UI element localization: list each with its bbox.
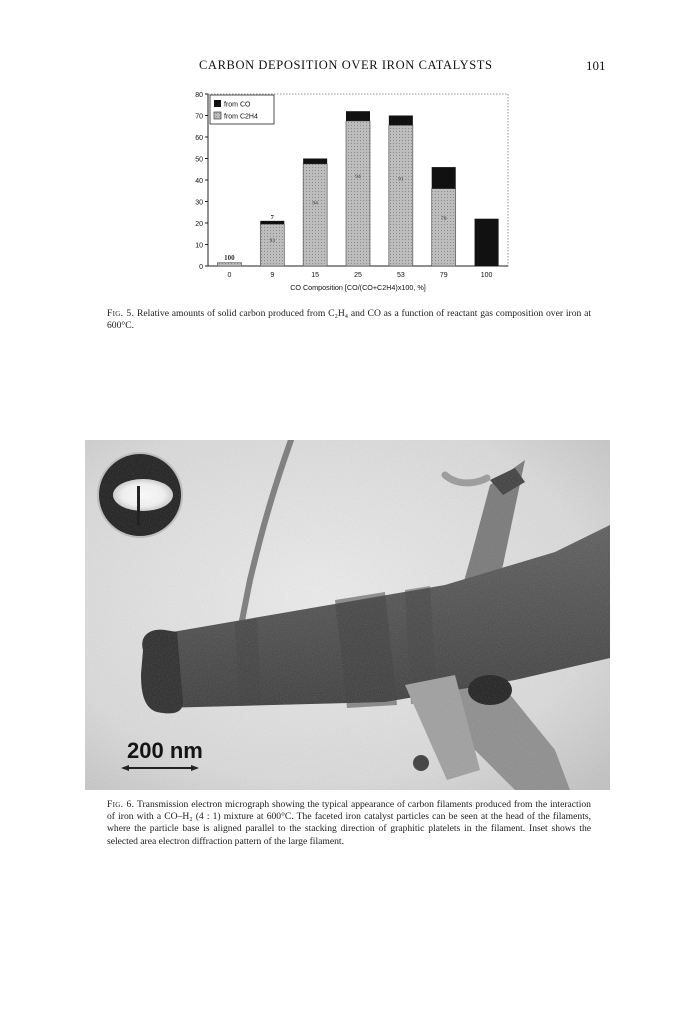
bar-segment-co [346, 111, 370, 121]
x-tick-label: 9 [270, 272, 275, 279]
bar-segment-co [432, 167, 456, 189]
y-tick-label: 50 [195, 156, 203, 164]
bar-segment-c2h4 [389, 125, 413, 266]
running-title: CARBON DEPOSITION OVER IRON CATALYSTS [199, 58, 493, 72]
page-number: 101 [586, 58, 606, 73]
y-tick-label: 30 [195, 199, 203, 207]
figure5-caption-text: Relative amounts of solid carbon produced from C₂H₄ and CO as a function of reactant gas composition over iron at 600°C. [107, 308, 591, 332]
x-tick-label: 0 [227, 272, 232, 279]
figure6-caption [107, 799, 591, 848]
micrograph-image [85, 440, 610, 790]
bar-value-label: 91 [398, 176, 404, 183]
y-tick-label: 20 [195, 221, 203, 228]
figure5-caption [107, 308, 591, 332]
chart-svg [180, 86, 520, 306]
bar-segment-c2h4 [260, 224, 284, 266]
bar-segment-co [389, 116, 413, 126]
bar-segment-co [303, 159, 327, 164]
bar-value-label: 93 [269, 238, 276, 245]
bar-value-label: 100 [224, 253, 235, 262]
y-tick-label: 60 [195, 135, 203, 142]
y-tick-label: 40 [195, 178, 203, 185]
bar-segment-c2h4 [303, 164, 327, 266]
figure6-micrograph [85, 440, 610, 790]
figure5-label: Fig. 5. [107, 308, 135, 319]
y-tick-label: 10 [195, 242, 203, 250]
figure6-label: Fig. 6. [107, 799, 135, 810]
bar-segment-c2h4 [346, 121, 370, 266]
bar-top-label: 7 [270, 213, 274, 221]
legend-swatch-c2h4 [214, 112, 221, 119]
bar-segment-co [475, 219, 499, 266]
figure6-caption-text: Transmission electron micrograph showing the typical appearance of carbon filaments produced from the interaction of iron with a CO–H₂ (4 : 1) mixture at 600°C. The faceted iron catalyst particles can be seen at the head of the filaments, where the particle base is aligned parallel to the stacking direction of graphitic platelets in the filament. Inset shows the selected area electron diffraction pattern of the large filament. [107, 799, 591, 847]
x-axis-label: CO Composition [CO/(CO+C2H4)x100, %] [290, 283, 426, 292]
legend-label: from CO [224, 101, 251, 109]
scale-bar-label: 200 nm [127, 738, 203, 763]
x-tick-label: 79 [439, 272, 448, 279]
legend-swatch-co [214, 100, 221, 107]
y-tick-label: 80 [195, 92, 203, 99]
bar-value-label: 94 [355, 174, 361, 181]
bar-segment-c2h4 [432, 189, 456, 266]
bar-value-label: 79 [440, 216, 447, 223]
legend-label: from C2H4 [224, 113, 258, 121]
bar-segment-c2h4 [217, 263, 241, 266]
bar-segment-co [260, 221, 284, 224]
y-tick-label: 0 [199, 264, 203, 271]
figure5-chart [180, 86, 520, 306]
y-tick-label: 70 [195, 113, 203, 121]
x-tick-label: 100 [480, 272, 493, 279]
x-tick-label: 53 [396, 272, 405, 279]
bar-value-label: 94 [312, 200, 318, 207]
x-tick-label: 25 [354, 272, 362, 279]
x-tick-label: 15 [311, 272, 320, 279]
